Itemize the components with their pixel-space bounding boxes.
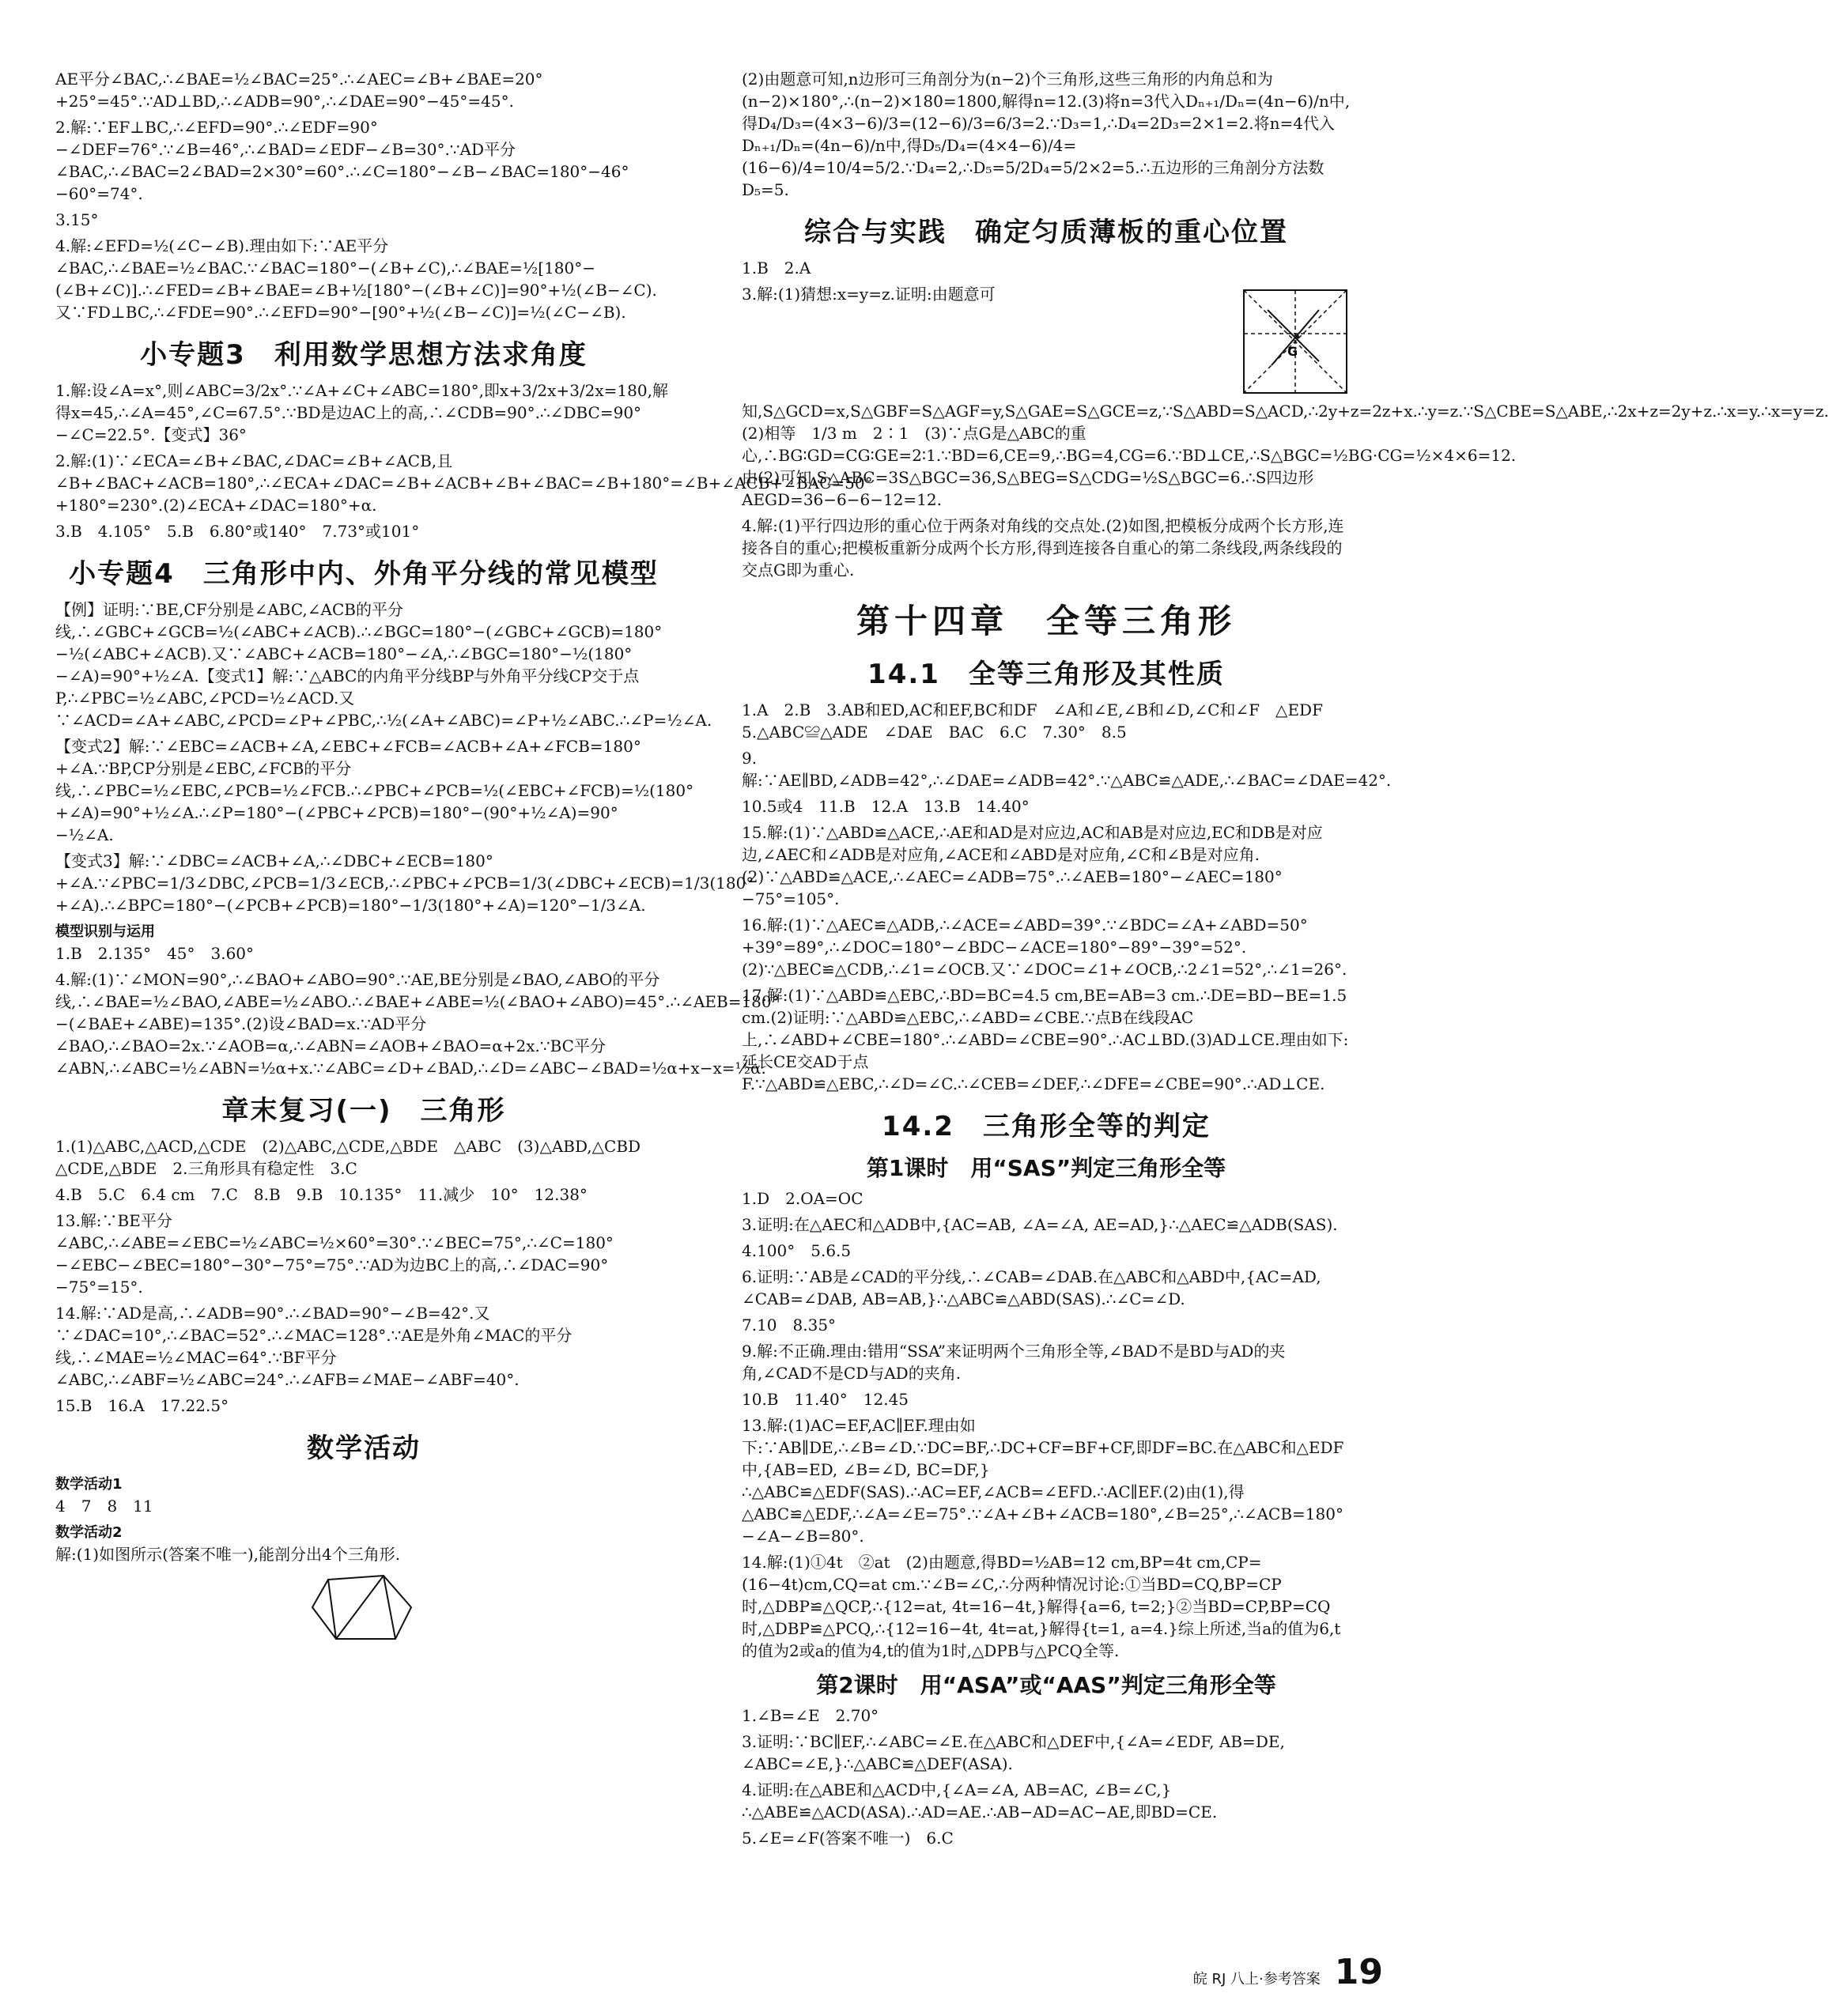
answer-paragraph: 13.解:(1)AC=EF,AC∥EF.理由如下:∵AB∥DE,∴∠B=∠D.∵DC=BF,∴DC+CF=BF+CF,即DF=BC.在△ABC和△EDF中,{AB=ED, ∠B=∠D, BC=DF,}∴△ABC≌△EDF(SAS).∴AC=EF,∠ACB=∠EFD.∴AC∥EF.(2)由(1),得△ABC≌△EDF,∴∠A=∠E=75°.∵∠A+∠B+∠ACB=180°,∠B=25°,∴∠ACB=180°−∠A−∠B=80°. bbox=[742, 1416, 1344, 1546]
section-title-14-1: 14.1 全等三角形及其性质 bbox=[867, 659, 1225, 690]
answer-paragraph: 4.解:(1)平行四边形的重心位于两条对角线的交点处.(2)如图,把模板分成两个长方形,连接各自的重心;把模板重新分成两个长方形,得到连接各自重心的第二条线段,两条线段的交点G即为重心. bbox=[742, 516, 1344, 580]
answer-paragraph: 7.10 8.35° bbox=[742, 1316, 837, 1335]
answer-paragraph: 10.5或4 11.B 12.A 13.B 14.40° bbox=[742, 797, 1030, 816]
answer-paragraph: 【例】证明:∵BE,CF分别是∠ABC,∠ACB的平分线,∴∠GBC+∠GCB=½(∠ABC+∠ACB).∴∠BGC=180°−(∠GBC+∠GCB)=180°−½(∠ABC+∠ACB).又∵∠ABC+∠ACB=180°−∠A,∴∠BGC=180°−½(180°−∠A)=90°+½∠A.【变式1】解:∵△ABC的内角平分线BP与外角平分线CP交于点P,∴∠PBC=½∠ABC,∠PCD=½∠ACD.又∵∠ACD=∠A+∠ABC,∠PCD=∠P+∠PBC,∴½(∠A+∠ABC)=∠P+½∠ABC.∴∠P=½∠A. bbox=[55, 600, 712, 730]
answer-paragraph: 9.解:∵AE∥BD,∠ADB=42°,∴∠DAE=∠ADB=42°.∵△ABC≌△ADE,∴∠BAC=∠DAE=42°. bbox=[742, 749, 1392, 790]
activity-2-answer: 解:(1)如图所示(答案不唯一),能剖分出4个三角形. bbox=[55, 1545, 401, 1564]
answer-paragraph: 15.解:(1)∵△ABD≌△ACE,∴AE和AD是对应边,AC和AB是对应边,EC和DB是对应边,∠AEC和∠ADB是对应角,∠ACE和∠ABD是对应角,∠C和∠B是对应角.(2)∵△ABD≌△ACE,∴∠AEC=∠ADB=75°.∴∠AEB=180°−∠AEC=180°−75°=105°. bbox=[742, 823, 1323, 908]
lesson-title-1: 第1课时 用“SAS”判定三角形全等 bbox=[866, 1155, 1226, 1181]
left-top-answers bbox=[55, 68, 672, 323]
answer-paragraph: 2.解:(1)∵∠ECA=∠B+∠BAC,∠DAC=∠B+∠ACB,且∠B+∠BAC+∠ACB=180°,∴∠ECA+∠DAC=∠B+∠ACB+∠B+∠BAC=∠B+180°=∠B+∠ACB+∠BAC=50°+180°=230°.(2)∠ECA+∠DAC=180°+α. bbox=[55, 451, 873, 515]
model-subtitle: 模型识别与运用 bbox=[55, 923, 155, 940]
answer-paragraph: 4.B 5.C 6.4 cm 7.C 8.B 9.B 10.135° 11.减少 10° 12.38° bbox=[55, 1185, 588, 1204]
answer-paragraph: 4.解:(1)∵∠MON=90°,∴∠BAO+∠ABO=90°.∵AE,BE分别是∠BAO,∠ABO的平分线,∴∠BAE=½∠BAO,∠ABE=½∠ABO.∴∠BAE+∠ABE=½(∠BAO+∠ABO)=45°.∴∠AEB=180°−(∠BAE+∠ABE)=135°.(2)设∠BAD=x.∵AD平分∠BAO,∴∠BAO=2x.∵∠AOB=α,∴∠ABN=∠AOB+∠BAO=α+2x.∵BC平分∠ABN,∴∠ABC=½∠ABN=½α+x.∵∠ABC=∠D+∠BAD,∴∠D=∠ABC−∠BAD=½α+x−x=½α. bbox=[55, 970, 780, 1078]
answer-paragraph: 3.证明:∵BC∥EF,∴∠ABC=∠E.在△ABC和△DEF中,{∠A=∠EDF, AB=DE, ∠ABC=∠E,}∴△ABC≌△DEF(ASA). bbox=[742, 1732, 1285, 1773]
figure-label-g: G bbox=[1287, 344, 1298, 359]
answer-paragraph: 9.解:不正确.理由:错用“SSA”来证明两个三角形全等,∠BAD不是BD与AD的夹角,∠CAD不是CD与AD的夹角. bbox=[742, 1342, 1286, 1383]
answer-paragraph: 1.B 2.135° 45° 3.60° bbox=[55, 944, 255, 963]
activity-2-label: 数学活动2 bbox=[55, 1524, 123, 1541]
answer-paragraph: 【变式3】解:∵∠DBC=∠ACB+∠A,∴∠DBC+∠ECB=180°+∠A.∵∠PBC=1/3∠DBC,∠PCB=1/3∠ECB,∴∠PBC+∠PCB=1/3(∠DBC+∠ECB)=1/3(180°+∠A).∴∠BPC=180°−(∠PCB+∠PCB)=180°−1/3(180°+∠A)=120°−1/3∠A. bbox=[55, 851, 754, 915]
activity-1-answer: 4 7 8 11 bbox=[55, 1497, 153, 1516]
answer-paragraph: 1.(1)△ABC,△ACD,△CDE (2)△ABC,△CDE,△BDE △ABC (3)△ABD,△CBD △CDE,△BDE 2.三角形具有稳定性 3.C bbox=[55, 1137, 657, 1178]
answer-paragraph: (2)由题意可知,n边形可三角剖分为(n−2)个三角形,这些三角形的内角总和为(n−2)×180°,∴(n−2)×180=1800,解得n=12.(3)将n=3代入Dₙ₊₁/Dₙ=(4n−6)/n中,得D₄/D₃=(4×3−6)/3=(12−6)/3=6/3=2.∵D₃=1,∴D₄=2D₃=2×1=2.将n=4代入Dₙ₊₁/Dₙ=(4n−6)/n中,得D₅/D₄=(4×4−6)/4=(16−6)/4=10/4=5/2.∵D₄=2,∴D₅=5/2D₄=5/2×2=5.∴五边形的三角剖分方法数D₅=5. bbox=[742, 70, 1351, 199]
section-title-topic3: 小专题3 利用数学思想方法求角度 bbox=[140, 339, 588, 371]
answer-paragraph: 5.∠E=∠F(答案不唯一) 6.C bbox=[742, 1829, 954, 1848]
section-title-review: 章末复习(一) 三角形 bbox=[221, 1095, 506, 1127]
answer-paragraph: 1.解:设∠A=x°,则∠ABC=3/2x°.∵∠A+∠C+∠ABC=180°,即x+3/2x+3/2x=180,解得x=45,∴∠A=45°,∠C=67.5°.∵BD是边AC上的高,∴∠CDB=90°.∴∠DBC=90°−∠C=22.5°.【变式】36° bbox=[55, 381, 668, 444]
answer-paragraph: 6.证明:∵AB是∠CAD的平分线,∴∠CAB=∠DAB.在△ABC和△ABD中,{AC=AD, ∠CAB=∠DAB, AB=AB,}∴△ABC≌△ABD(SAS).∴∠C=∠D. bbox=[742, 1267, 1321, 1308]
lesson-title-2: 第2课时 用“ASA”或“AAS”判定三角形全等 bbox=[816, 1672, 1276, 1698]
answer-paragraph: 3.15° bbox=[55, 210, 99, 229]
answer-paragraph: AE平分∠BAC,∴∠BAE=½∠BAC=25°.∴∠AEC=∠B+∠BAE=20°+25°=45°.∵AD⊥BD,∴∠ADB=90°,∴∠DAE=90°−45°=45°. bbox=[55, 70, 543, 111]
section-title-activity: 数学活动 bbox=[307, 1433, 421, 1464]
footer-text: 皖 RJ 八上·参考答案 bbox=[1192, 1971, 1321, 1988]
section-title-practice: 综合与实践 确定匀质薄板的重心位置 bbox=[804, 217, 1288, 248]
centroid-board-figure bbox=[1240, 286, 1351, 397]
answer-paragraph: 4.解:∠EFD=½(∠C−∠B).理由如下:∵AE平分∠BAC,∴∠BAE=½∠BAC.∵∠BAC=180°−(∠B+∠C),∴∠BAE=½[180°−(∠B+∠C)].∴∠FED=∠B+∠BAE=∠B+½[180°−(∠B+∠C)]=90°+½(∠B−∠C).又∵FD⊥BC,∴∠FDE=90°.∴∠EFD=90°−[90°+½(∠B−∠C)]=½(∠C−∠B). bbox=[55, 236, 657, 322]
chapter-title-14: 第十四章 全等三角形 bbox=[856, 602, 1236, 640]
answer-paragraph: 17.解:(1)∵△ABD≌△EBC,∴BD=BC=4.5 cm,BE=AB=3 cm.∴DE=BD−BE=1.5 cm.(2)证明:∵△ABD≌△EBC,∴∠ABD=∠CBE.∵点B在线段AC上,∴∠ABD+∠CBE=180°.∴∠ABD=∠CBE=90°.∴AC⊥BD.(3)AD⊥CE.理由如下:延长CE交AD于点F.∵△ABD≌△EBC,∴∠D=∠C.∴∠CEB=∠DEF,∴∠DFE=∠CBE=90°.∴AD⊥CE. bbox=[742, 986, 1349, 1093]
section-title-14-2: 14.2 三角形全等的判定 bbox=[882, 1111, 1211, 1142]
right-column bbox=[742, 68, 1829, 1853]
page-footer bbox=[1193, 1952, 1383, 1992]
answer-paragraph: 14.解:(1)①4t ②at (2)由题意,得BD=½AB=12 cm,BP=4t cm,CP=(16−4t)cm,CQ=at cm.∵∠B=∠C,∴分两种情况讨论:①当BD=CQ,BP=CP时,△DBP≌△QCP,∴{12=at, 4t=16−4t,}解得{a=6, t=2;}②当BD=CP,BP=CQ时,△DBP≌△PCQ,∴{12=16−4t, 4t=at,}解得{t=1, a=4.}综上所述,当a的值为6,t的值为2或a的值为4,t的值为1时,△DPB与△PCQ全等. bbox=[742, 1553, 1341, 1660]
practice-answer-with-figure bbox=[742, 283, 1829, 581]
answer-paragraph: 3.B 4.105° 5.B 6.80°或140° 7.73°或101° bbox=[55, 522, 420, 541]
answer-paragraph: 【变式2】解:∵∠EBC=∠ACB+∠A,∠EBC+∠FCB=∠ACB+∠A+∠FCB=180°+∠A.∵BP,CP分别是∠EBC,∠FCB的平分线,∴∠PBC=½∠EBC,∠PCB=½∠FCB.∴∠PBC+∠PCB=½(∠EBC+∠FCB)=½(180°+∠A)=90°+½∠A.∴∠P=180°−(∠PBC+∠PCB)=180°−(90°+½∠A)=90°−½∠A. bbox=[55, 737, 694, 844]
answer-paragraph: 3.解:(1)猜想:x=y=z.证明:由题意可知,S△GCD=x,S△GBF=S△AGF=y,S△GAE=S△GCE=z,∵S△ABD=S△ACD,∴2y+z=2z+x.∴y=z.∵S△CBE=S△ABE,∴2x+z=2y+z.∴x=y.∴x=y=z.(2)相等 1/3 m 2∶1 (3)∵点G是△ABC的重心,∴BG∶GD=CG∶GE=2∶1.∵BD=6,CE=9,∴BG=4,CG=6.∵BD⊥CE,∴S△BGC=½BG·CG=½×4×6=12.由(2)可知,S△ABC=3S△BGC=36,S△BEG=S△CDG=½S△BGC=6.∴S四边形AEGD=36−6−6−12=12. bbox=[742, 285, 1829, 509]
answer-paragraph: 15.B 16.A 17.22.5° bbox=[55, 1396, 229, 1415]
hexagon-triangulation-figure bbox=[308, 1572, 419, 1643]
answer-paragraph: 13.解:∵BE平分∠ABC,∴∠ABE=∠EBC=½∠ABC=½×60°=30°.∵∠BEC=75°,∴∠C=180°−∠EBC−∠BEC=180°−30°−75°=75°.∵AD为边BC上的高,∴∠DAC=90°−75°=15°. bbox=[55, 1211, 614, 1297]
answer-paragraph: 4.100° 5.6.5 bbox=[742, 1241, 852, 1260]
answer-paragraph: 16.解:(1)∵△AEC≌△ADB,∴∠ACE=∠ABD=39°.∵∠BDC=∠A+∠ABD=50°+39°=89°,∴∠DOC=180°−∠BDC−∠ACE=180°−89°−39°=52°.(2)∵△BEC≌△CDB,∴∠1=∠OCB.又∵∠DOC=∠1+∠OCB,∴2∠1=52°,∴∠1=26°. bbox=[742, 916, 1347, 979]
answer-paragraph: 3.证明:在△AEC和△ADB中,{AC=AB, ∠A=∠A, AE=AD,}∴△AEC≌△ADB(SAS). bbox=[742, 1215, 1338, 1234]
answer-paragraph: 14.解:∵AD是高,∴∠ADB=90°.∴∠BAD=90°−∠B=42°.又∵∠DAC=10°,∴∠BAC=52°.∴∠MAC=128°.∵AE是外角∠MAC的平分线,∴∠MAE=½∠MAC=64°.∵BF平分∠ABC,∴∠ABF=½∠ABC=24°.∴∠AFB=∠MAE−∠ABF=40°. bbox=[55, 1304, 573, 1389]
answer-paragraph: 2.解:∵EF⊥BC,∴∠EFD=90°.∴∠EDF=90°−∠DEF=76°.∵∠B=46°,∴∠BAD=∠EDF−∠B=30°.∵AD平分∠BAC,∴∠BAC=2∠BAD=2×30°=60°.∴∠C=180°−∠B−∠BAC=180°−46°−60°=74°. bbox=[55, 118, 629, 203]
answer-paragraph: 1.D 2.OA=OC bbox=[742, 1189, 863, 1208]
section-title-topic4: 小专题4 三角形中内、外角平分线的常见模型 bbox=[69, 558, 659, 590]
page-number: 19 bbox=[1334, 1952, 1383, 1992]
answer-paragraph: 1.∠B=∠E 2.70° bbox=[742, 1706, 879, 1725]
activity-1-label: 数学活动1 bbox=[55, 1476, 123, 1493]
answer-paragraph: 4.证明:在△ABE和△ACD中,{∠A=∠A, AB=AC, ∠B=∠C,}∴△ABE≌△ACD(ASA).∴AD=AE.∴AB−AD=AC−AE,即BD=CE. bbox=[742, 1780, 1218, 1822]
answer-paragraph: 10.B 11.40° 12.45 bbox=[742, 1390, 909, 1409]
answer-paragraph: 1.A 2.B 3.AB和ED,AC和EF,BC和DF ∠A和∠E,∠B和∠D,∠C和∠F △EDF 5.△ABC≌△ADE ∠DAE BAC 6.C 7.30° 8.5 bbox=[742, 700, 1339, 742]
answer-paragraph: 1.B 2.A bbox=[742, 259, 811, 277]
